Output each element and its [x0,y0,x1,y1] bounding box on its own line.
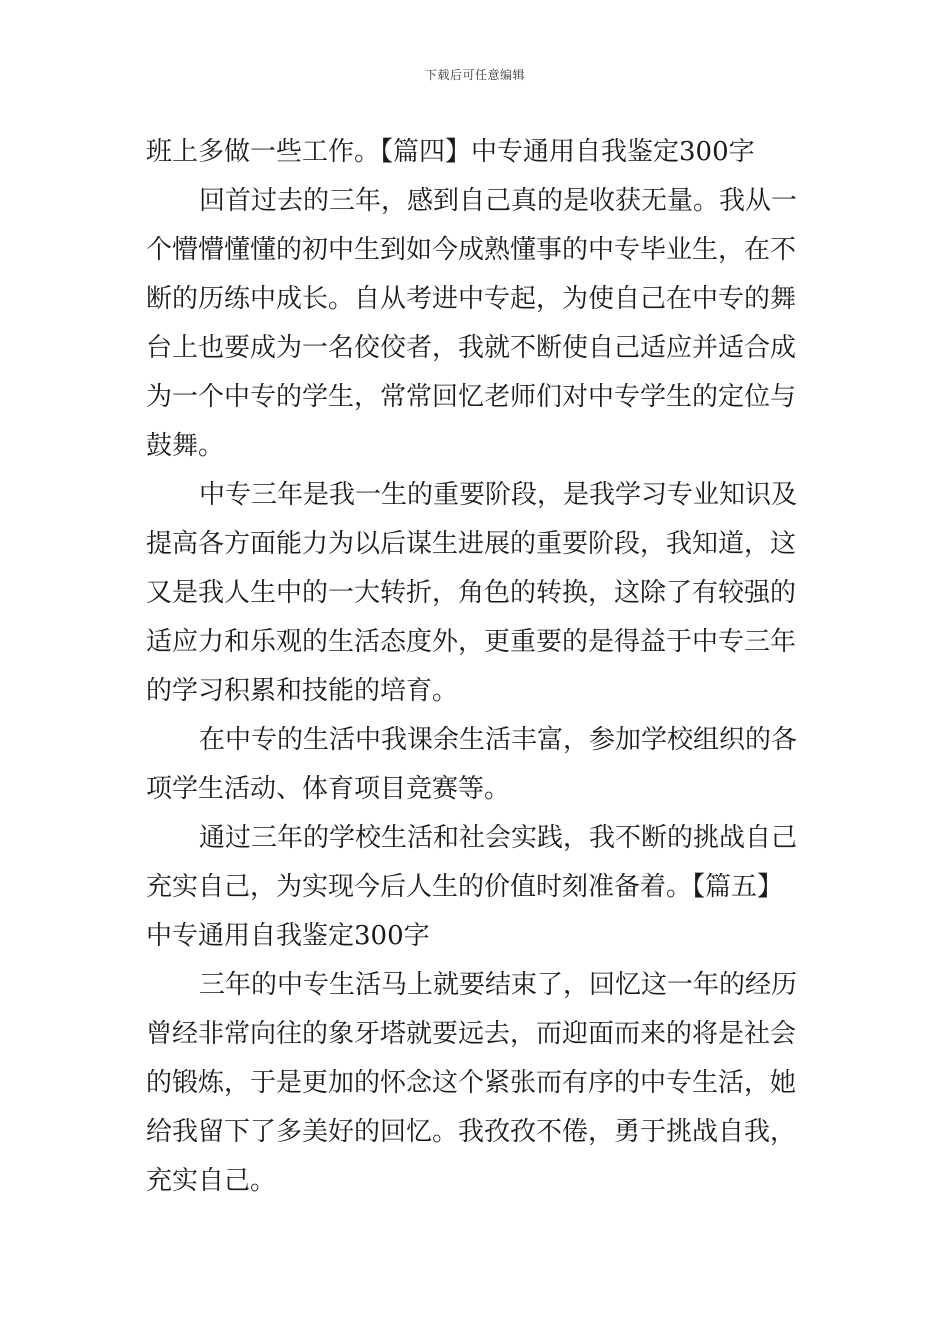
text-line: 为一个中专的学生，常常回忆老师们对中专学生的定位与 [146,382,797,412]
text-line: 个懵懵懂懂的初中生到如今成熟懂事的中专毕业生，在不 [146,235,797,265]
text-line: 断的历练中成长。自从考进中专起，为使自己在中专的舞 [146,284,797,314]
text-line: 回首过去的三年，感到自己真的是收获无量。我从一 [199,186,798,216]
text-line: 三年的中专生活马上就要结束了，回忆这一年的经历 [199,970,798,1000]
text-line: 又是我人生中的一大转折，角色的转换，这除了有较强的 [146,578,797,608]
document-body [146,128,808,1206]
header-note: 下载后可任意编辑 [424,68,525,82]
text-line: 的学习积累和技能的培育。 [146,676,459,706]
text-line: 提高各方面能力为以后谋生进展的重要阶段，我知道，这 [146,529,797,559]
text-line: 鼓舞。 [146,431,225,461]
text-line: 曾经非常向往的象牙塔就要远去，而迎面而来的将是社会 [146,1019,797,1049]
text-line: 通过三年的学校生活和社会实践，我不断的挑战自己 [199,823,798,853]
text-line: 充实自己，为实现今后人生的价值时刻准备着。【篇五】 [146,872,784,902]
text-line: 中专三年是我一生的重要阶段，是我学习专业知识及 [199,480,798,510]
text-line: 充实自己。 [146,1166,277,1196]
text-line: 适应力和乐观的生活态度外，更重要的是得益于中专三年 [146,627,797,657]
text-line: 台上也要成为一名佼佼者，我就不断使自己适应并适合成 [146,333,797,363]
text-line: 中专通用自我鉴定300字 [146,921,430,951]
text-line: 在中专的生活中我课余生活丰富，参加学校组织的各 [199,725,798,755]
text-line: 班上多做一些工作。【篇四】中专通用自我鉴定300字 [146,137,755,167]
text-line: 给我留下了多美好的回忆。我孜孜不倦，勇于挑战自我， [146,1117,797,1147]
text-line: 的锻炼，于是更加的怀念这个紧张而有序的中专生活，她 [146,1068,797,1098]
text-line: 项学生活动、体育项目竞赛等。 [146,774,511,804]
